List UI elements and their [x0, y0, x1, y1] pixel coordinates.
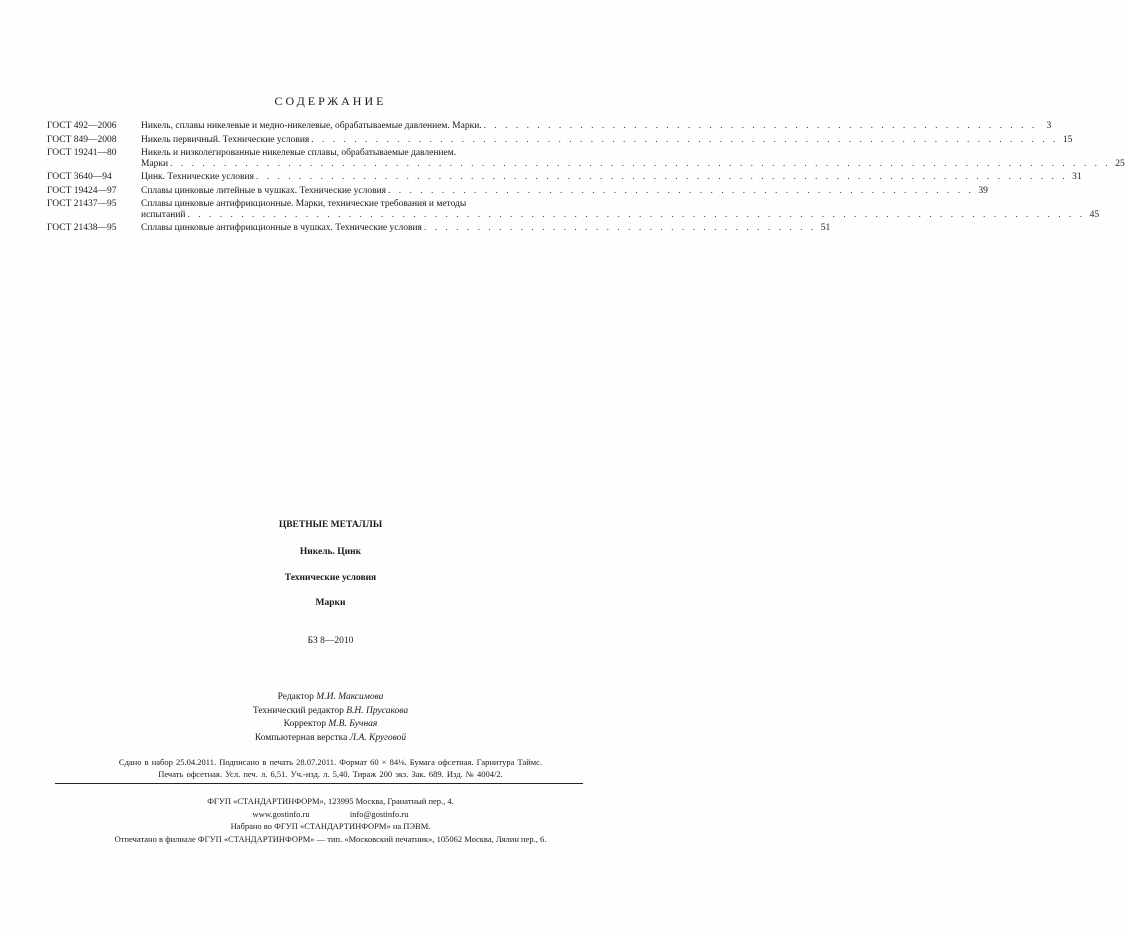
toc-leader: . . . . . . . . . . . . . . . . . . . . . . . . . . . . . . . . . . . . . . . . . . . . . . . . . . . . . . . . . . . . . . . . . . . . . . . . . . . . [255, 172, 1068, 182]
toc-entry [47, 223, 831, 234]
toc-entry-title: Цинк. Технические условия [141, 172, 254, 182]
credit-name: М.В. Бучная [328, 719, 378, 729]
toc-entry [47, 148, 1125, 169]
toc-entry-title: Сплавы цинковые антифрикционные. Марки, технические требования и методы [141, 199, 467, 209]
credit-tech-editor [0, 705, 661, 719]
collection-subtitle: Никель. Цинк [299, 547, 362, 557]
toc-entry-page: 31 [1072, 172, 1082, 182]
print-info [0, 756, 661, 780]
credit-role: Компьютерная верстка [254, 732, 348, 743]
toc-entry-title-cont: Марки [141, 158, 169, 169]
toc-entry-page: 39 [978, 185, 988, 196]
toc-entry-page: 45 [1089, 209, 1100, 220]
credits [0, 691, 661, 745]
credit-role: Корректор [283, 719, 326, 729]
toc-leader: . . . . . . . . . . . . . . . . . . . . . . . . . . . . . . . . . . . . . . . . . . . . . . . . . . . . . . . . . . . . . . . . . . . . . . [311, 134, 1059, 145]
toc-entry-code: ГОСТ 849—2008 [47, 134, 117, 145]
publisher-email: info@gostinfo.ru [349, 808, 409, 819]
bz-number: БЗ 8—2010 [307, 636, 354, 646]
divider [55, 783, 583, 784]
toc-leader: . . . . . . . . . . . . . . . . . . . . . . . . . . . . . . . . . . . . . . . . . . . . . . . . . . . . . . . . . . . . . . . . . . . . . . . . . . . . . . . . . . . . [187, 209, 1086, 220]
toc-leader: . . . . . . . . . . . . . . . . . . . . . . . . . . . . . . . . . . . . . . . . . . . . . . . . . . . . . . . [388, 185, 974, 196]
toc-entry-code: ГОСТ 19424—97 [47, 185, 117, 196]
toc-entry-page: 15 [1062, 134, 1073, 145]
publisher-contacts [0, 808, 661, 821]
toc-entry-page: 25 [1115, 158, 1125, 169]
toc-entry [47, 185, 988, 197]
toc-entry-code: ГОСТ 3640—94 [47, 172, 112, 182]
collection-title: ЦВЕТНЫЕ МЕТАЛЛЫ [278, 520, 383, 530]
toc-entry-page: 3 [1046, 121, 1052, 131]
credit-name: М.И. Максимова [316, 692, 384, 702]
toc-entry [47, 172, 1082, 183]
credit-name: Л.А. Круговой [349, 732, 407, 743]
toc-entry-page: 51 [820, 223, 831, 233]
publisher-info [0, 795, 661, 845]
print-info-line: Сдано в набор 25.04.2011. Подписано в печать 28.07.2011. Формат 60 × 84⅛. Бумага офсетная. Гарнитура Таймс. [118, 757, 543, 767]
publisher-address: ФГУП «СТАНДАРТИНФОРМ», 123995 Москва, Гранатный пер., 4. [207, 796, 454, 806]
credit-name: В.Н. Прусакова [346, 705, 409, 716]
toc-entry-title: Никель и низколегированные никелевые сплавы, обрабатываемые давлением. [141, 148, 457, 158]
toc-entry [47, 134, 1073, 146]
toc-leader: . . . . . . . . . . . . . . . . . . . . . . . . . . . . . . . . . . . . . . . . . . . . . . . . . . . . . . . . . . . . . . . . . . . . . . . . . . . . . . . . . . . . . . . . [170, 158, 1111, 169]
publisher-printed: Отпечатано в филиале ФГУП «СТАНДАРТИНФОРМ» — тип. «Московский печатник», 105062 Москва, Лялин пер., 6. [114, 833, 547, 844]
toc-entry-code: ГОСТ 21437—95 [47, 199, 117, 209]
table-of-contents [47, 121, 1125, 234]
credit-corrector [0, 718, 661, 732]
credit-editor [0, 691, 661, 705]
print-info-line: Печать офсетная. Усл. печ. л. 6,51. Уч.-изд. л. 5,40. Тираж 200 экз. Зак. 689. Изд. № 4004/2. [158, 769, 503, 779]
toc-entry-title-cont: испытаний [141, 209, 186, 220]
credit-role: Технический редактор [252, 705, 344, 716]
toc-entry [47, 199, 1100, 220]
collection-grades-line: Марки [315, 598, 346, 608]
toc-entry-title: Никель, сплавы никелевые и медно-никелевые, обрабатываемые давлением. Марки. [141, 121, 482, 131]
credit-layout [0, 732, 661, 746]
credit-role: Редактор [277, 692, 314, 702]
publisher-typeset: Набрано во ФГУП «СТАНДАРТИНФОРМ» на ПЭВМ. [230, 821, 431, 831]
publisher-website: www.gostinfo.ru [252, 808, 310, 819]
toc-leader: . . . . . . . . . . . . . . . . . . . . . . . . . . . . . . . . . . . . . . . . . . . . . . . . . . . . [483, 121, 1038, 131]
toc-entry [47, 121, 1052, 132]
toc-entry-title: Никель первичный. Технические условия [141, 134, 310, 145]
toc-leader: . . . . . . . . . . . . . . . . . . . . . . . . . . . . . . . . . . . . . [423, 223, 817, 233]
toc-entry-title: Сплавы цинковые литейные в чушках. Технические условия [141, 185, 387, 196]
collection-spec-line: Технические условия [284, 573, 377, 583]
toc-entry-title: Сплавы цинковые антифрикционные в чушках. Технические условия [141, 223, 422, 233]
toc-title: СОДЕРЖАНИЕ [274, 94, 387, 108]
toc-entry-code: ГОСТ 19241—80 [47, 148, 117, 158]
toc-entry-code: ГОСТ 492—2006 [47, 121, 117, 131]
toc-entry-code: ГОСТ 21438—95 [47, 223, 117, 233]
